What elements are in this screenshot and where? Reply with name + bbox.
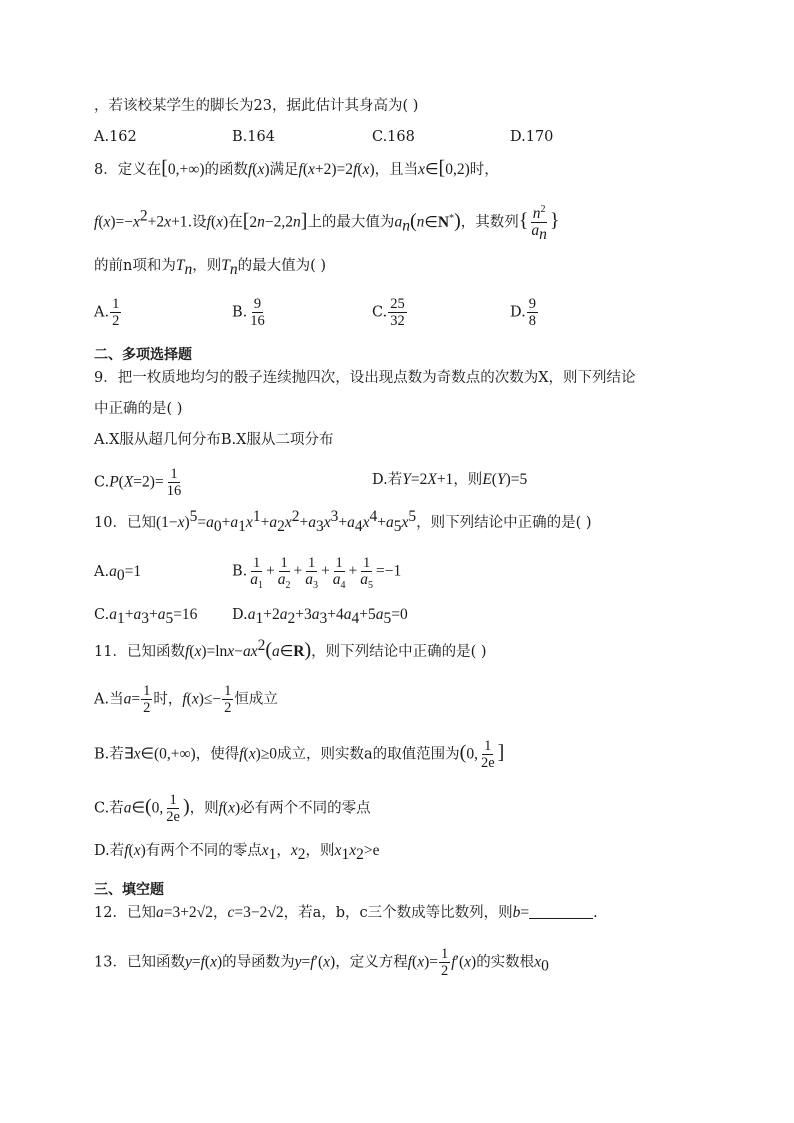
q7-option-a: A.162	[94, 129, 137, 145]
q9-option-c: C.P(X=2)= $\frac{1}{16}$	[94, 466, 182, 499]
q7-option-b: B.164	[232, 129, 275, 145]
q7-option-d: D.170	[510, 129, 554, 145]
q9-options-ab: A.X服从超几何分布B.X服从二项分布	[94, 432, 334, 448]
q11-stem: 11．已知函数$f(x)=\ln x-ax^2(a\in R)$，则下列结论中正确的是( )	[94, 637, 487, 661]
q8-line3: 的前n项和为$T_n$，则$T_n$的最大值为( )	[94, 257, 327, 278]
q10-option-b: B. $\frac{1}{a_1}$ + $\frac{1}{a_2}$ + $\frac{1}{a_3}$ + $\frac{1}{a_4}$ + $\frac{1}{a_5}$ =−1	[232, 555, 402, 591]
q8-option-b: B. $\frac{9}{16}$	[232, 296, 265, 329]
q11-option-b: B.若∃x∈(0,+∞)，使得f(x)≥0成立，则实数a的取值范围为(0, $\frac{1}{2e}$ ]	[94, 738, 505, 771]
q8-option-c: C. $\frac{25}{32}$	[372, 296, 405, 329]
q9-option-d: D.若Y=2X+1，则E(Y)=5	[372, 471, 528, 488]
q10-option-d: $D.a_1+2a_2+3a_3+4a_4+5a_5=0$	[232, 606, 408, 627]
section-title-fill-blank: 三、填空题	[94, 882, 164, 898]
section-title-multiple-choice: 二、多项选择题	[94, 347, 192, 363]
q12-stem: 12．已知a=3+2√2，c=3−2√2，若a，b，c三个数成等比数列，则b= .	[94, 904, 598, 921]
q8-line2: $f(x)=-x^2+2x+1$.设f(x)在[2n−2,2n]上的最大值为$a_n(n\in N^*)$，其数列{ $\frac{n^2}{a_n}$ }	[94, 204, 560, 243]
q7-stem-tail: ，若该校某学生的脚长为23，据此估计其身高为( )	[94, 98, 419, 114]
q7-option-c: C.168	[372, 129, 415, 145]
q11-option-c: C.若a∈(0, $\frac{1}{2e}$ )，则f(x)必有两个不同的零点	[94, 792, 371, 825]
q11-option-a: A.当a= $\frac{1}{2}$ 时，f(x)≤− $\frac{1}{2}$ 恒成立	[94, 683, 278, 716]
q8-option-d: D. $\frac{9}{8}$	[510, 296, 536, 329]
q12-answer-blank[interactable]	[529, 904, 593, 919]
q11-option-d: D.若f(x)有两个不同的零点$x_1$，$x_2$，则$x_1x_2>e$	[94, 842, 380, 863]
q10-option-c: $C.a_1+a_3+a_5=16$	[94, 606, 198, 627]
q10-option-a: $A.a_0=1$	[94, 563, 142, 584]
q9-stem-line2: 中正确的是( )	[94, 401, 183, 417]
q8-line1: 8．定义在[0,+∞)的函数f(x)满足f(x+2)=2f(x)，且当x∈[0,2)时，	[94, 157, 499, 179]
q13-stem: 13．已知函数y=f(x)的导函数为y=f′(x)，定义方程f(x)= $\frac{1}{2}$ f′(x)的实数根$x_0$	[94, 946, 549, 979]
q8-option-a: A. $\frac{1}{2}$	[94, 296, 120, 329]
q9-stem-line1: 9．把一枚质地均匀的骰子连续抛四次，设出现点数为奇数点的次数为X，则下列结论	[94, 370, 636, 386]
q10-stem: 10．已知$(1-x)^5=a_0+a_1x^1+a_2x^2+a_3x^3+a_4x^4+a_5x^5$，则下列结论中正确的是( )	[94, 508, 592, 535]
